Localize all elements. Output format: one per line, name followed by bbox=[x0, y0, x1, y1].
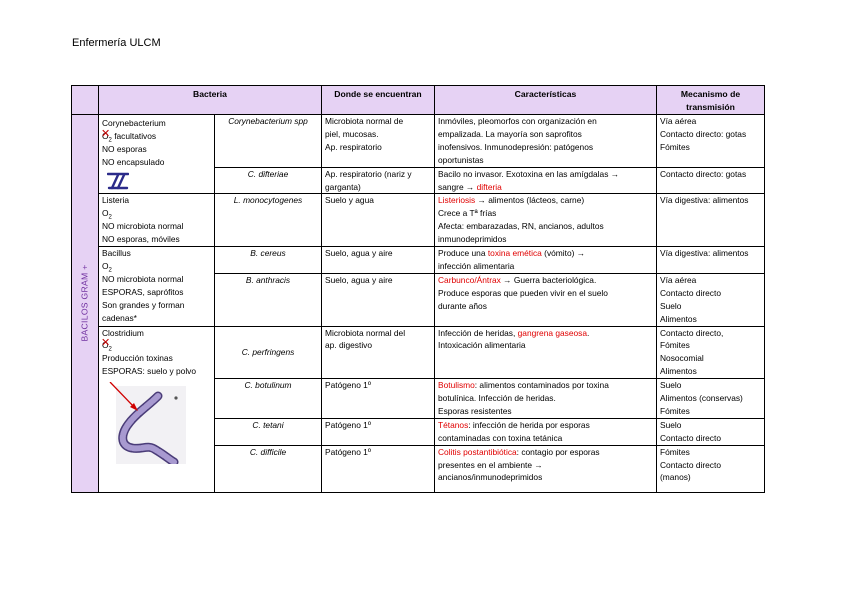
car-cell bbox=[435, 326, 657, 379]
donde-line: piel, mucosas. bbox=[325, 128, 379, 139]
donde-line: garganta) bbox=[325, 181, 361, 192]
car-line: durante años bbox=[438, 300, 487, 311]
o2-symbol: O bbox=[102, 260, 109, 271]
mec-cell bbox=[657, 445, 765, 492]
donde-cell: Patógeno 1º bbox=[322, 379, 435, 419]
car-cell bbox=[435, 418, 657, 445]
header-bacteria: Bacteria bbox=[99, 86, 322, 115]
genus-feature: NO esporas bbox=[102, 143, 147, 154]
mec-line: Fómites bbox=[660, 446, 690, 457]
genus-name: Listeria bbox=[102, 195, 129, 206]
car-text: (vómito) → bbox=[541, 248, 586, 259]
genus-feature: NO microbiota normal bbox=[102, 221, 184, 232]
mec-line: Contacto directo: gotas bbox=[660, 128, 747, 139]
donde-cell: Suelo, agua y aire bbox=[322, 273, 435, 326]
header-mecanismo bbox=[657, 86, 765, 115]
o2-crossed: $O_2$ ✕ bbox=[102, 339, 112, 352]
mec-line: Nosocomial bbox=[660, 353, 704, 364]
car-line: infección alimentaria bbox=[438, 260, 515, 271]
disease-name: toxina emética bbox=[487, 248, 542, 259]
genus-corynebacterium bbox=[99, 115, 215, 194]
mec-cell bbox=[657, 418, 765, 445]
bacteria-table bbox=[71, 85, 765, 493]
mec-cell: Vía digestiva: alimentos bbox=[657, 194, 765, 247]
mec-line: Fómites bbox=[660, 141, 690, 152]
mec-cell bbox=[657, 115, 765, 168]
donde-cell: Suelo, agua y aire bbox=[322, 247, 435, 274]
car-text: sangre → bbox=[438, 181, 477, 192]
donde-line: ap. digestivo bbox=[325, 340, 373, 351]
car-text: → alimentos (lácteos, carne) bbox=[475, 195, 585, 206]
car-text: Produce una bbox=[438, 248, 488, 259]
car-cell bbox=[435, 167, 657, 194]
header-mecanismo-l1: Mecanismo de bbox=[680, 89, 741, 99]
disease-name: Listeriosis bbox=[438, 195, 476, 206]
mec-line: Fómites bbox=[660, 405, 690, 416]
car-line: Produce esporas que pueden vivir en el suelo bbox=[438, 287, 608, 298]
donde-cell bbox=[322, 167, 435, 194]
car-line bbox=[438, 274, 653, 287]
mec-line: Contacto directo bbox=[660, 432, 721, 443]
donde-cell bbox=[322, 326, 435, 379]
donde-cell: Patógeno 1º bbox=[322, 418, 435, 445]
o2-symbol: O bbox=[102, 208, 109, 219]
car-line: empalizada. La mayoría son saprofitos bbox=[438, 128, 582, 139]
car-line: ancianos/inmunodeprimidos bbox=[438, 472, 543, 483]
car-cell bbox=[435, 115, 657, 168]
table-row bbox=[72, 115, 765, 168]
table-row bbox=[72, 326, 765, 379]
mec-cell bbox=[657, 167, 765, 194]
species-b-anthracis: B. anthracis bbox=[215, 273, 322, 326]
mec-line: Fómites bbox=[660, 340, 690, 351]
mec-line: Suelo bbox=[660, 419, 682, 430]
mec-line: Contacto directo, bbox=[660, 327, 724, 338]
car-line: oportunistas bbox=[438, 154, 484, 165]
car-cell bbox=[435, 247, 657, 274]
mec-line: Alimentos bbox=[660, 313, 697, 324]
genus-bacillus bbox=[99, 247, 215, 326]
mec-line: Vía aérea bbox=[660, 116, 697, 126]
donde-line: Microbiota normal de bbox=[325, 116, 404, 126]
car-line: botulínica. Infección de heridas. bbox=[438, 393, 556, 404]
mec-cell: Vía digestiva: alimentos bbox=[657, 247, 765, 274]
genus-listeria bbox=[99, 194, 215, 247]
mec-cell bbox=[657, 273, 765, 326]
car-text: : infección de herida por esporas bbox=[468, 419, 590, 430]
o2-line: $O_2$ bbox=[102, 260, 112, 274]
donde-cell bbox=[322, 115, 435, 168]
page-header: Enfermería ULCM bbox=[72, 37, 161, 49]
donde-line: Ap. respiratorio (nariz y bbox=[325, 168, 412, 179]
donde-cell: Suelo y agua bbox=[322, 194, 435, 247]
mec-line: Suelo bbox=[660, 380, 682, 391]
o2-line bbox=[102, 339, 211, 352]
car-line: Bacilo no invasor. Exotoxina en las amígdalas → bbox=[438, 168, 620, 179]
donde-line: Microbiota normal del bbox=[325, 327, 406, 338]
car-line bbox=[438, 446, 653, 459]
car-line: Intoxicación alimentaria bbox=[438, 340, 526, 351]
car-line: Afecta: embarazadas, RN, ancianos, adultos bbox=[438, 221, 604, 232]
mec-line: Alimentos bbox=[660, 366, 697, 377]
car-line bbox=[438, 327, 653, 340]
species-c-tetani: C. tetani bbox=[215, 418, 322, 445]
header-donde: Donde se encuentran bbox=[322, 86, 435, 115]
car-line: contaminadas con toxina tetánica bbox=[438, 432, 563, 443]
species-b-cereus: B. cereus bbox=[215, 247, 322, 274]
car-cell bbox=[435, 194, 657, 247]
car-cell bbox=[435, 445, 657, 492]
genus-feature: NO microbiota normal bbox=[102, 273, 184, 284]
species-c-botulinum: C. botulinum bbox=[215, 379, 322, 419]
car-text: : contagio por esporas bbox=[516, 446, 600, 457]
genus-clostridium bbox=[99, 326, 215, 492]
donde-cell: Patógeno 1º bbox=[322, 445, 435, 492]
disease-name: Botulismo bbox=[438, 380, 475, 391]
car-text: : alimentos contaminados por toxina bbox=[474, 380, 609, 391]
disease-name: Tétanos bbox=[438, 419, 469, 430]
side-label: BACILOS GRAM + bbox=[79, 264, 90, 342]
palisade-drawing bbox=[107, 171, 129, 191]
mec-line: Suelo bbox=[660, 300, 682, 311]
header-blank bbox=[72, 86, 99, 115]
car-cell bbox=[435, 273, 657, 326]
genus-feature: ESPORAS: suelo y polvo bbox=[102, 366, 197, 377]
mec-line: Contacto directo bbox=[660, 287, 721, 298]
mec-line: Contacto directo bbox=[660, 459, 721, 470]
genus-feature: NO encapsulado bbox=[102, 156, 165, 167]
donde-line: Ap. respiratorio bbox=[325, 141, 382, 152]
species-c-perfringens: C. perfringens bbox=[215, 326, 322, 379]
o2-line bbox=[102, 130, 211, 143]
disease-name: gangrena gaseosa bbox=[517, 327, 588, 338]
disease-name: Colitis postantibiótica bbox=[438, 446, 517, 457]
disease-name: Carbunco/Ántrax bbox=[438, 274, 501, 285]
header-row bbox=[72, 86, 765, 115]
car-line: inofensivos. Inmunodepresión: patógenos bbox=[438, 141, 594, 152]
car-text: Infección de heridas, bbox=[438, 327, 518, 338]
table-row bbox=[72, 247, 765, 274]
car-line: inmunodeprimidos bbox=[438, 234, 507, 245]
car-line: Crece a Tª frías bbox=[438, 208, 497, 219]
car-line bbox=[438, 194, 653, 207]
mec-cell bbox=[657, 326, 765, 379]
o2-symbol: O bbox=[102, 340, 109, 351]
o2-crossed: $O_2$ ✕ bbox=[102, 130, 112, 143]
species-l-monocytogenes: L. monocytogenes bbox=[215, 194, 322, 247]
car-line: presentes en el ambiente → bbox=[438, 459, 543, 470]
mec-line: Vía aérea bbox=[660, 274, 697, 285]
car-line bbox=[438, 419, 653, 432]
genus-feature: Producción toxinas bbox=[102, 353, 173, 364]
species-corynebacterium-spp: Corynebacterium spp bbox=[215, 115, 322, 168]
car-line bbox=[438, 247, 653, 260]
car-text: → Guerra bacteriológica. bbox=[500, 274, 597, 285]
genus-name: Clostridium bbox=[102, 327, 144, 338]
genus-name: Bacillus bbox=[102, 248, 131, 259]
o2-text: facultativos bbox=[114, 130, 157, 141]
o2-line: $O_2$ bbox=[102, 208, 112, 222]
disease-name: difteria bbox=[476, 181, 502, 192]
car-line: Esporas resistentes bbox=[438, 405, 512, 416]
genus-feature: Son grandes y forman bbox=[102, 299, 185, 310]
header-mecanismo-l2: transmisión bbox=[686, 101, 735, 112]
species-c-difficile: C. difficile bbox=[215, 445, 322, 492]
header-caracteristicas: Características bbox=[435, 86, 657, 115]
mec-cell bbox=[657, 379, 765, 419]
genus-feature: ESPORAS, saprófitos bbox=[102, 286, 184, 297]
clostridium-micrograph bbox=[108, 382, 186, 464]
species-c-difteriae: C. difteriae bbox=[215, 167, 322, 194]
genus-feature: cadenas* bbox=[102, 312, 137, 323]
mec-line: Alimentos (conservas) bbox=[660, 393, 743, 404]
table-row bbox=[72, 194, 765, 247]
car-line: Inmóviles, pleomorfos con organización en bbox=[438, 116, 597, 126]
car-line bbox=[438, 379, 653, 392]
car-text: . bbox=[587, 327, 590, 338]
genus-feature: NO esporas, móviles bbox=[102, 234, 180, 245]
mec-line: (manos) bbox=[660, 472, 691, 483]
mec-line: Contacto directo: gotas bbox=[660, 168, 747, 179]
side-label-cell bbox=[72, 115, 99, 493]
car-line bbox=[438, 181, 653, 194]
genus-name: Corynebacterium bbox=[102, 118, 166, 128]
car-cell bbox=[435, 379, 657, 419]
